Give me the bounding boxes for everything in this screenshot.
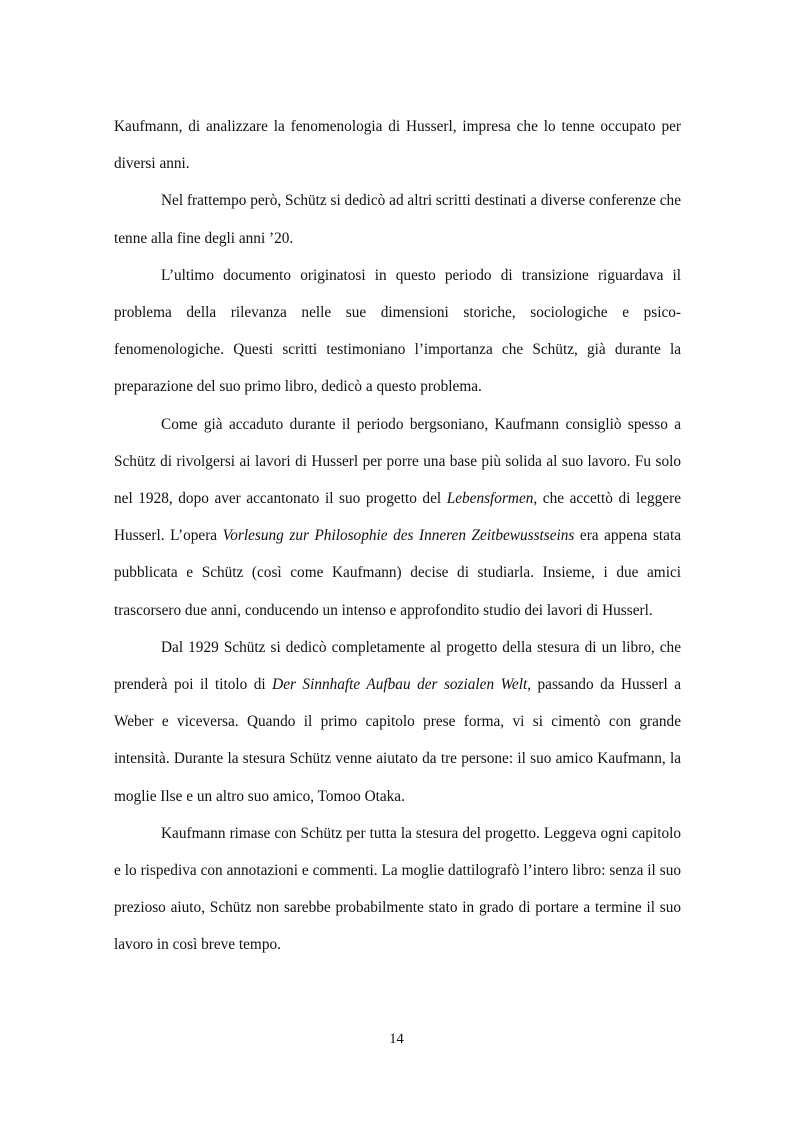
paragraph-5-text-b: , passando da Husserl a Weber e viceversa. Quando il primo capitolo prese forma, vi si cimentò con grande intensità. Durante la stesura Schütz venne aiutato da tre persone: il suo amico Kaufmann, la moglie Ilse e un altro suo amico, Tomoo Otaka. — [114, 676, 681, 805]
paragraph-6-text: Kaufmann rimase con Schütz per tutta la stesura del progetto. Leggeva ogni capitolo e lo rispediva con annotazioni e commenti. La moglie dattilografò l’intero libro: senza il suo prezioso aiuto, Schütz non sarebbe probabilmente stato in grado di portare a termine il suo lavoro in così breve tempo. — [114, 824, 681, 954]
paragraph-3 — [114, 257, 681, 406]
paragraph-4-text-c: era appena stata pubblicata e Schütz (così come Kaufmann) decise di studiarla. Insieme, i due amici trascorsero due anni, conducendo un intenso e approfondito studio dei lavori di Husserl. — [114, 527, 681, 619]
paragraph-5-text-a: Dal 1929 Schütz si dedicò completamente al progetto della stesura di un libro, che prenderà poi il titolo di — [114, 638, 681, 694]
book-title-lebensformen: Lebensformen — [446, 490, 534, 508]
paragraph-4 — [114, 406, 681, 629]
paragraph-6 — [114, 815, 681, 964]
book-title-vorlesung: Vorlesung zur Philosophie des Inneren Zeitbewusstseins — [222, 527, 575, 545]
page-number: 14 — [389, 1031, 404, 1047]
paragraph-2-text: Nel frattempo però, Schütz si dedicò ad altri scritti destinati a diverse conferenze che tenne alla fine degli anni ’20. — [114, 192, 681, 247]
paragraph-3-text: L’ultimo documento originatosi in questo periodo di transizione riguardava il problema della rilevanza nelle sue dimensioni storiche, sociologiche e psico-fenomenologiche. Questi scritti testimoniano l’importanza che Schütz, già durante la preparazione del suo primo libro, dedicò a questo problema. — [114, 266, 681, 396]
paragraph-2 — [114, 182, 681, 256]
document-body — [114, 108, 681, 964]
paragraph-1 — [114, 108, 681, 182]
paragraph-4-text-b: , che accettò di leggere Husserl. L’opera — [114, 490, 681, 545]
paragraph-5 — [114, 629, 681, 815]
paragraph-4-text-a: Come già accaduto durante il periodo bergsoniano, Kaufmann consigliò spesso a Schütz di rivolgersi ai lavori di Husserl per porre una base più solida al suo lavoro. Fu solo nel 1928, dopo aver accantonato il suo progetto del — [114, 415, 681, 508]
book-title-sinnhafte-aufbau: Der Sinnhafte Aufbau der sozialen Welt — [272, 676, 528, 694]
paragraph-1-text: Kaufmann, di analizzare la fenomenologia di Husserl, impresa che lo tenne occupato per diversi anni. — [114, 118, 681, 173]
